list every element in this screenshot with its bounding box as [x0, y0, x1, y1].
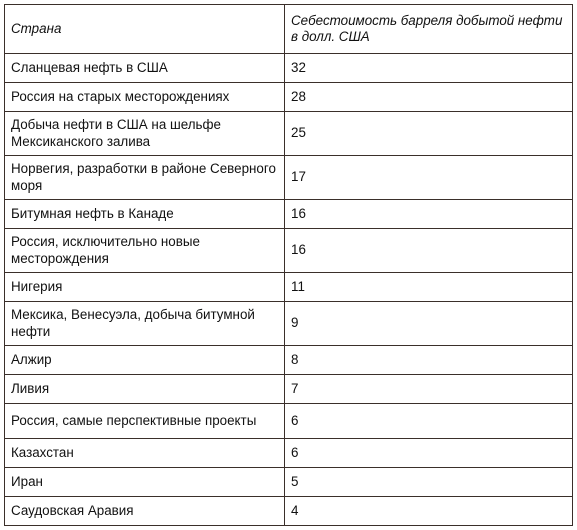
- column-header-cost: Себестоимость барреля добытой нефти в долл. США: [285, 5, 573, 54]
- country-cell: Иран: [5, 468, 285, 497]
- table-body: [5, 54, 573, 526]
- table-row: [5, 83, 573, 112]
- cost-cell: 16: [285, 200, 573, 229]
- country-cell: Нигерия: [5, 273, 285, 302]
- cost-cell: 9: [285, 302, 573, 346]
- country-cell: Добыча нефти в США на шельфе Мексиканского залива: [5, 112, 285, 156]
- cost-cell: 17: [285, 156, 573, 200]
- country-cell: Саудовская Аравия: [5, 497, 285, 526]
- header-row: [5, 5, 573, 54]
- cost-cell: 32: [285, 54, 573, 83]
- table-row: [5, 273, 573, 302]
- country-cell: Ливия: [5, 375, 285, 404]
- country-cell: Норвегия, разработки в районе Северного моря: [5, 156, 285, 200]
- country-cell: Россия, самые перспективные проекты: [5, 404, 285, 439]
- cost-cell: 25: [285, 112, 573, 156]
- cost-cell: 5: [285, 468, 573, 497]
- cost-cell: 16: [285, 229, 573, 273]
- cost-cell: 4: [285, 497, 573, 526]
- cost-cell: 28: [285, 83, 573, 112]
- oil-cost-table-container: [4, 4, 573, 526]
- column-header-country: Страна: [5, 5, 285, 54]
- table-row: [5, 156, 573, 200]
- country-cell: Битумная нефть в Канаде: [5, 200, 285, 229]
- table-row: [5, 302, 573, 346]
- table-row: [5, 200, 573, 229]
- table-row: [5, 468, 573, 497]
- table-row: [5, 229, 573, 273]
- cost-cell: 6: [285, 404, 573, 439]
- country-cell: Алжир: [5, 346, 285, 375]
- cost-cell: 11: [285, 273, 573, 302]
- oil-cost-table: [4, 4, 573, 526]
- cost-cell: 8: [285, 346, 573, 375]
- country-cell: Мексика, Венесуэла, добыча битумной нефти: [5, 302, 285, 346]
- country-cell: Казахстан: [5, 439, 285, 468]
- table-row: [5, 404, 573, 439]
- table-row: [5, 375, 573, 404]
- cost-cell: 7: [285, 375, 573, 404]
- country-cell: Россия на старых месторождениях: [5, 83, 285, 112]
- table-row: [5, 112, 573, 156]
- country-cell: Сланцевая нефть в США: [5, 54, 285, 83]
- table-header: [5, 5, 573, 54]
- table-row: [5, 497, 573, 526]
- table-row: [5, 439, 573, 468]
- country-cell: Россия, исключительно новые месторождения: [5, 229, 285, 273]
- table-row: [5, 54, 573, 83]
- cost-cell: 6: [285, 439, 573, 468]
- table-row: [5, 346, 573, 375]
